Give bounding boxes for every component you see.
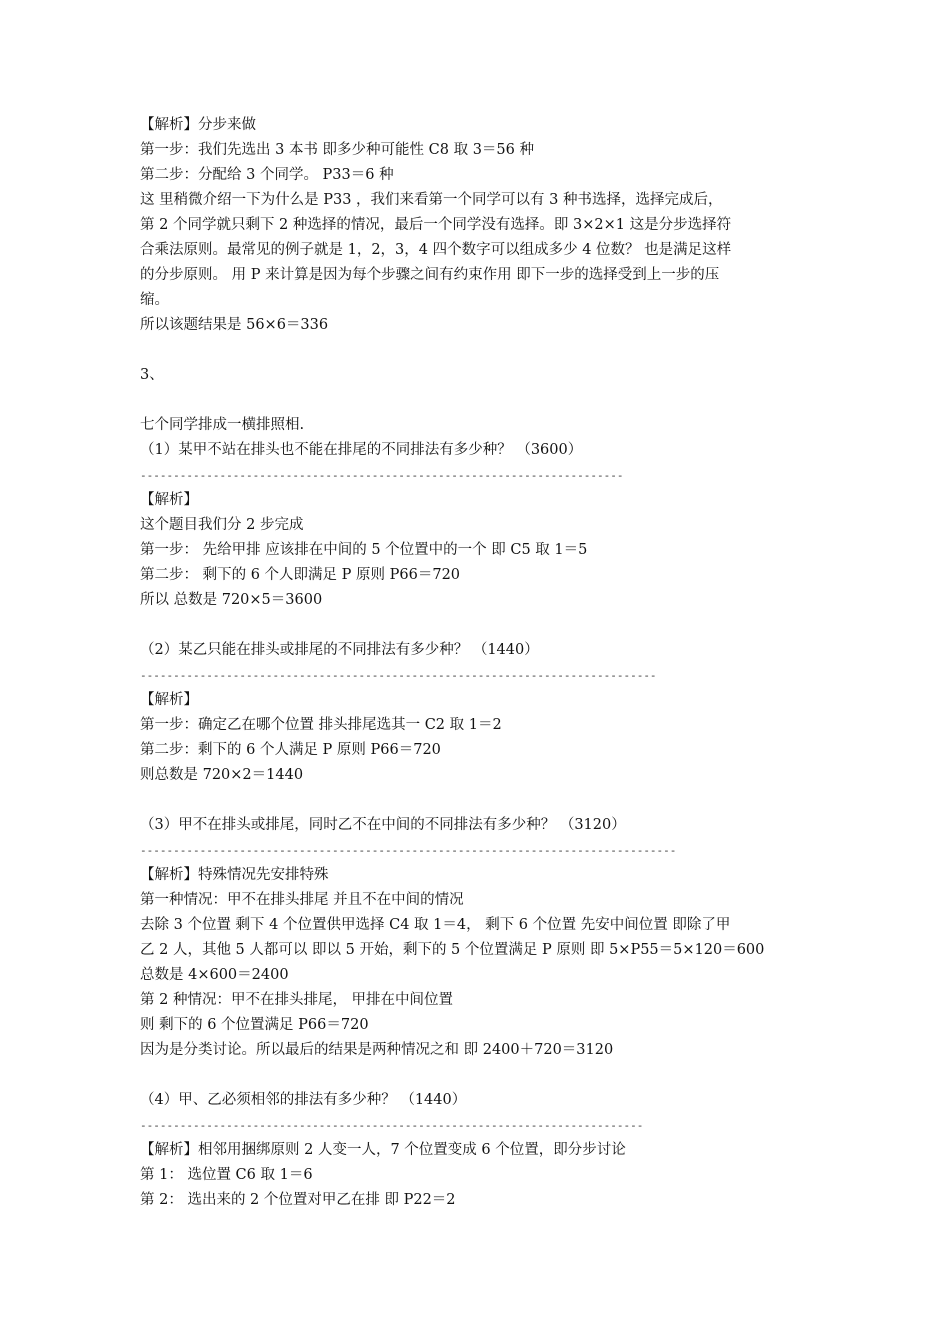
text-line: 七个同学排成一横排照相. [140,417,305,433]
answer-blank-line: ------------------------------------------------------------------------- [140,469,624,482]
text-line: 【解析】 [140,492,198,508]
blank-line [140,1063,820,1088]
text-line: 第一步：确定乙在哪个位置 排头排尾选其一 C2 取 1＝2 [140,717,502,733]
text-line: 第一种情况：甲不在排头排尾 并且不在中间的情况 [140,892,464,908]
text-line: 【解析】分步来做 [140,117,256,133]
text-line: 第 2： 选出来的 2 个位置对甲乙在排 即 P22＝2 [140,1192,456,1208]
answer-blank-line: ---------------------------------------------------------------------------- [140,1119,644,1132]
text-line: 所以 总数是 720×5＝3600 [140,592,323,608]
answer-blank-line: --------------------------------------------------------------------------------- [140,844,677,857]
text-line: 则 剩下的 6 个位置满足 P66＝720 [140,1017,369,1033]
answer-blank-line: ------------------------------------------------------------------------------ [140,669,657,682]
text-line: 这 里稍微介绍一下为什么是 P33 ，我们来看第一个同学可以有 3 种书选择，选择完成后， [140,192,723,208]
blank-line [140,613,820,638]
blank-line [140,788,820,813]
text-line: 第二步： 剩下的 6 个人即满足 P 原则 P66＝720 [140,567,461,583]
document-body [140,113,820,1213]
blank-line [140,338,820,363]
text-line: 第一步： 先给甲排 应该排在中间的 5 个位置中的一个 即 C5 取 1＝5 [140,542,588,558]
text-line: （4）甲、乙必须相邻的排法有多少种？ （1440） [140,1092,467,1108]
text-line: 总数是 4×600＝2400 [140,967,289,983]
text-line: （1）某甲不站在排头也不能在排尾的不同排法有多少种？ （3600） [140,442,583,458]
text-line: 这个题目我们分 2 步完成 [140,517,304,533]
text-line: 乙 2 人，其他 5 人都可以 即以 5 开始，剩下的 5 个位置满足 P 原则 即 5×P55＝5×120＝600 [140,942,765,958]
text-line: 【解析】特殊情况先安排特殊 [140,867,329,883]
text-line: 缩。 [140,292,169,308]
text-line: 去除 3 个位置 剩下 4 个位置供甲选择 C4 取 1＝4， 剩下 6 个位置 先安中间位置 即除了甲 [140,917,731,933]
text-line: 第 1： 选位置 C6 取 1＝6 [140,1167,313,1183]
text-line: （2）某乙只能在排头或排尾的不同排法有多少种？ （1440） [140,642,539,658]
text-line: 第二步：剩下的 6 个人满足 P 原则 P66＝720 [140,742,441,758]
text-line: （3）甲不在排头或排尾，同时乙不在中间的不同排法有多少种？ （3120） [140,817,626,833]
text-line: 第 2 种情况：甲不在排头排尾， 甲排在中间位置 [140,992,454,1008]
blank-line [140,388,820,413]
text-line: 合乘法原则。最常见的例子就是 1，2，3，4 四个数字可以组成多少 4 位数？ 也是满足这样 [140,242,732,258]
text-line: 【解析】相邻用捆绑原则 2 人变一人，7 个位置变成 6 个位置，即分步讨论 [140,1142,626,1158]
text-line: 【解析】 [140,692,198,708]
text-line: 3、 [140,367,164,383]
text-line: 因为是分类讨论。所以最后的结果是两种情况之和 即 2400＋720＝3120 [140,1042,614,1058]
text-line: 第一步：我们先选出 3 本书 即多少种可能性 C8 取 3＝56 种 [140,142,534,158]
text-line: 则总数是 720×2＝1440 [140,767,304,783]
text-line: 第二步：分配给 3 个同学。 P33＝6 种 [140,167,394,183]
text-line: 的分步原则。 用 P 来计算是因为每个步骤之间有约束作用 即下一步的选择受到上一步的压 [140,267,720,283]
text-line: 第 2 个同学就只剩下 2 种选择的情况，最后一个同学没有选择。即 3×2×1 这是分步选择符 [140,217,732,233]
text-line: 所以该题结果是 56×6＝336 [140,317,329,333]
